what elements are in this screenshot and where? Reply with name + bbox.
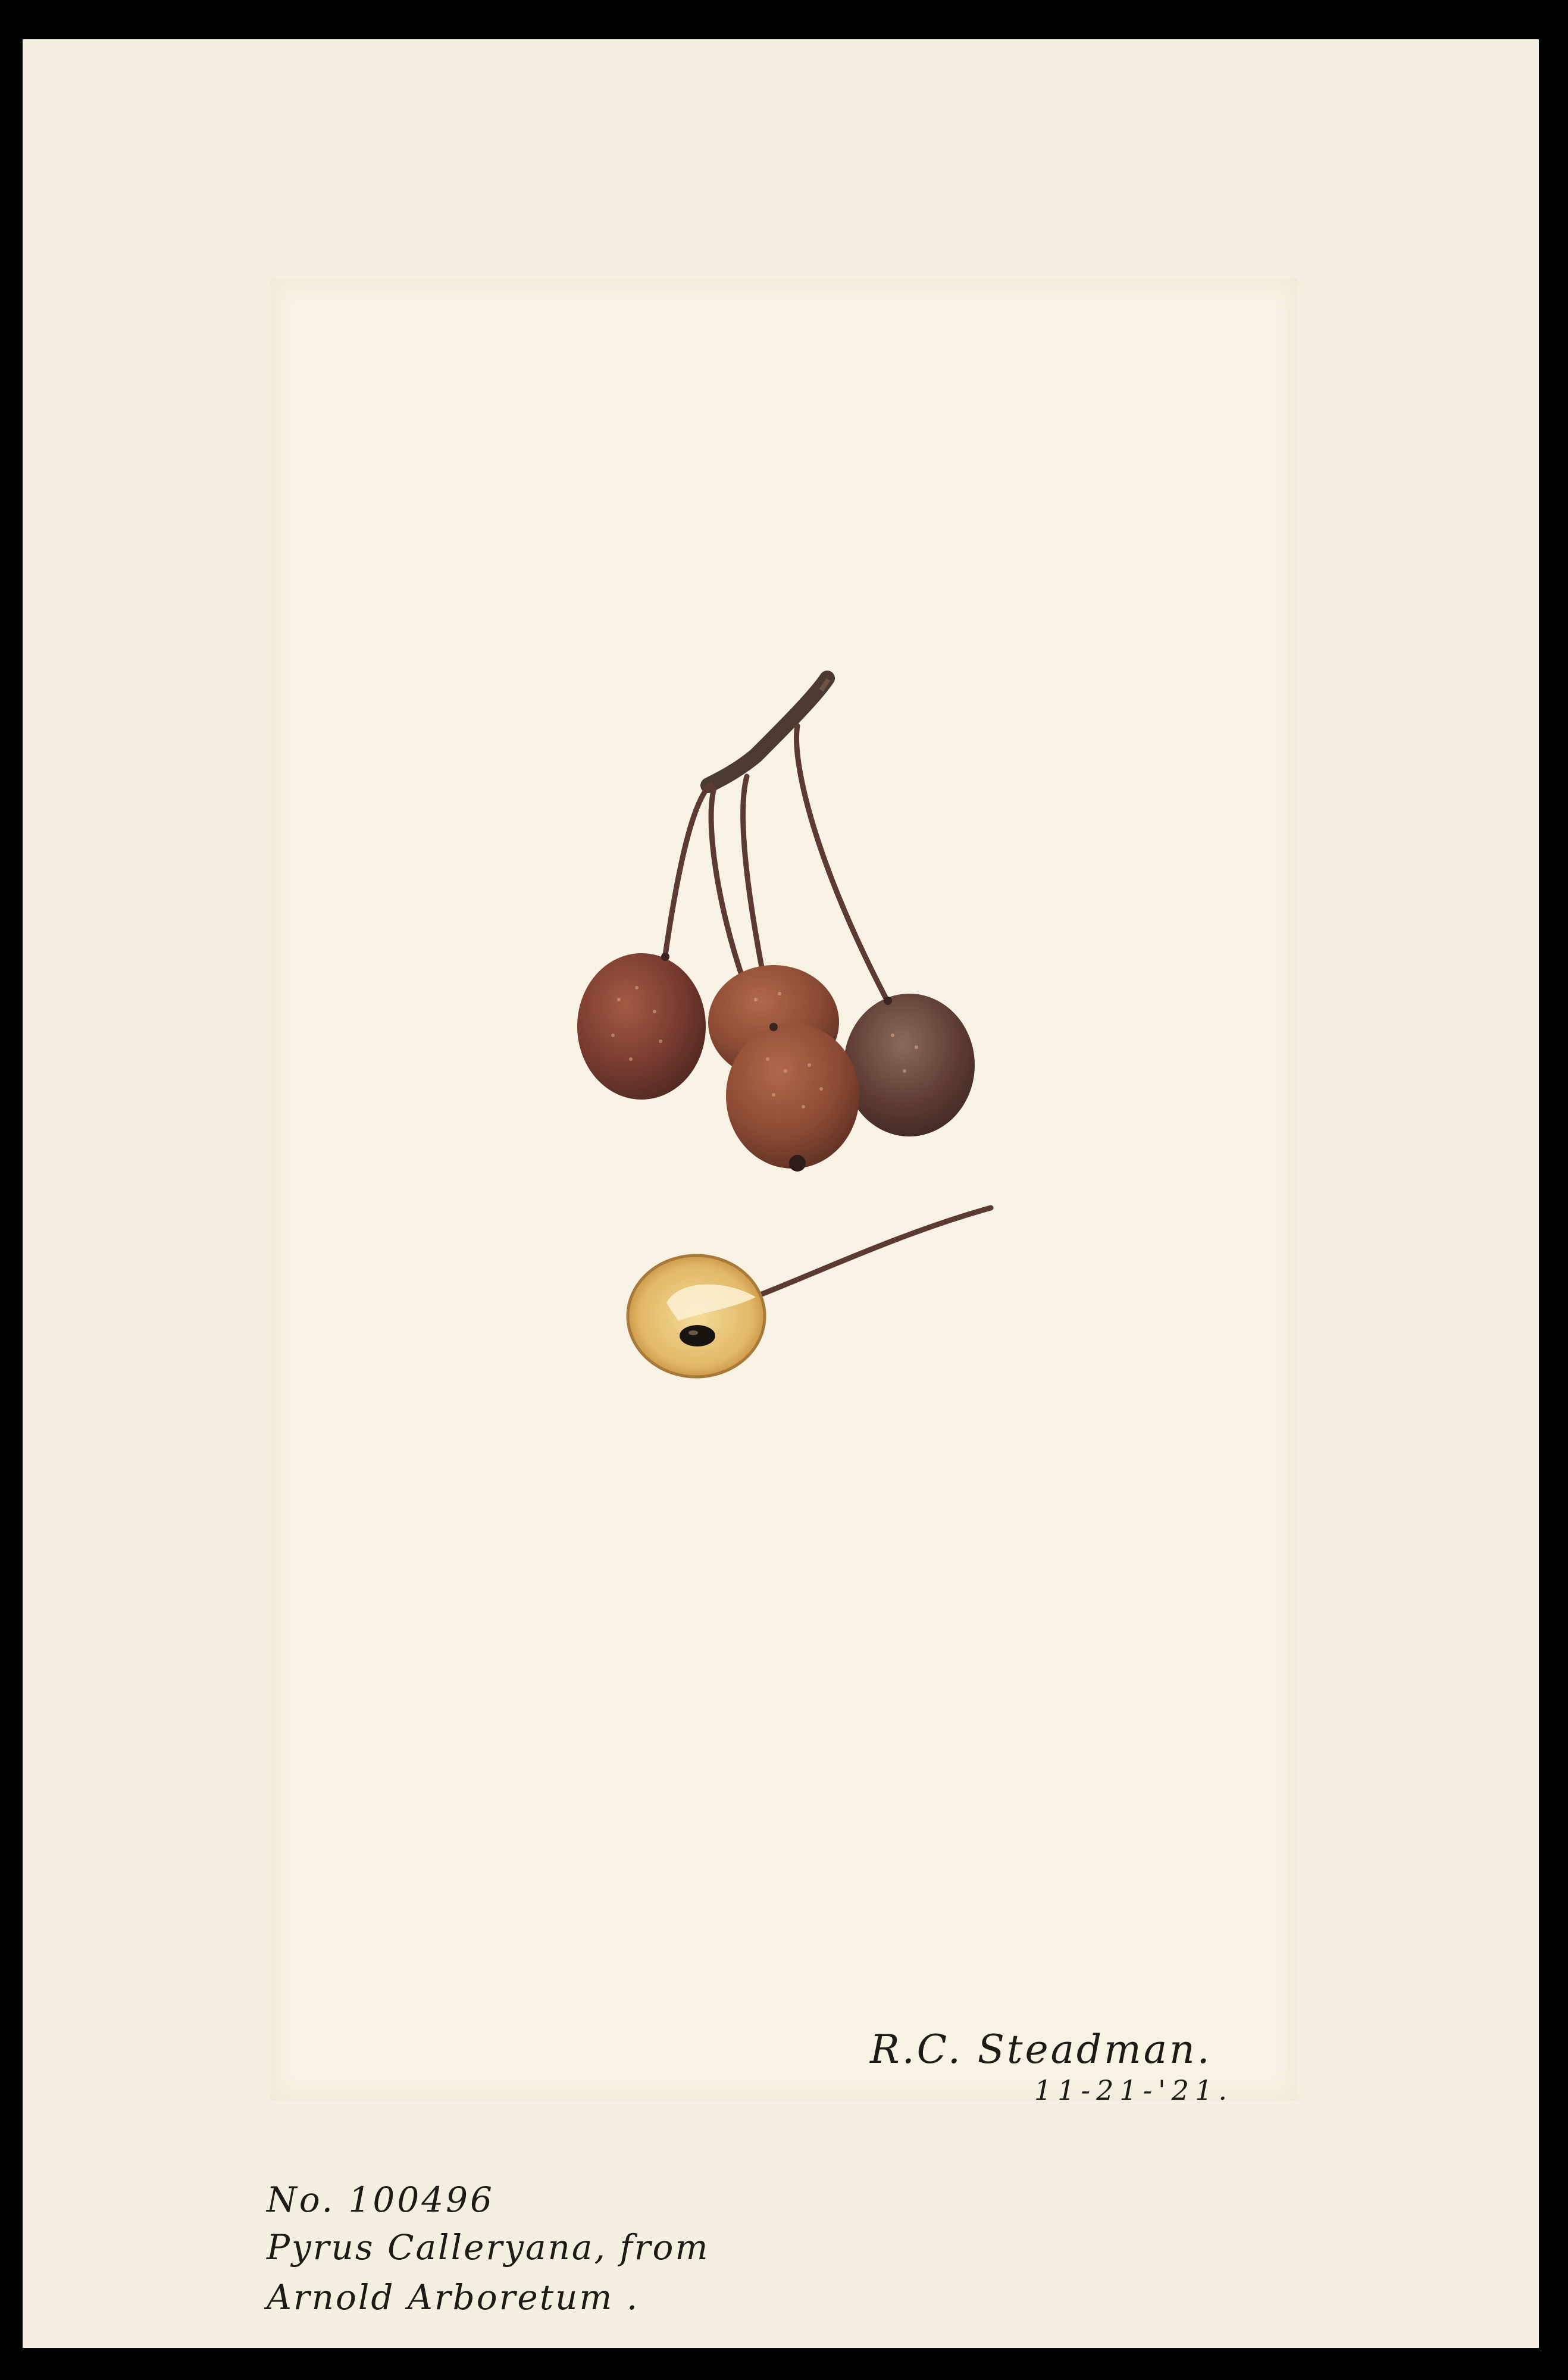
fruit-right — [844, 994, 975, 1136]
pear-seed — [680, 1325, 715, 1346]
fruit-front — [726, 1023, 859, 1169]
section-stem — [762, 1208, 991, 1294]
artist-signature: R.C. Steadman. — [870, 2027, 1212, 2072]
twig — [708, 678, 827, 785]
species-caption: Pyrus Calleryana, from — [267, 2227, 710, 2268]
fruit-cross-section — [628, 1255, 765, 1377]
signature-date: 11-21-'21. — [1034, 2074, 1233, 2106]
catalog-number: No. 100496 — [267, 2179, 495, 2220]
fruit-left — [577, 953, 706, 1100]
source-caption: Arnold Arboretum . — [267, 2277, 640, 2318]
